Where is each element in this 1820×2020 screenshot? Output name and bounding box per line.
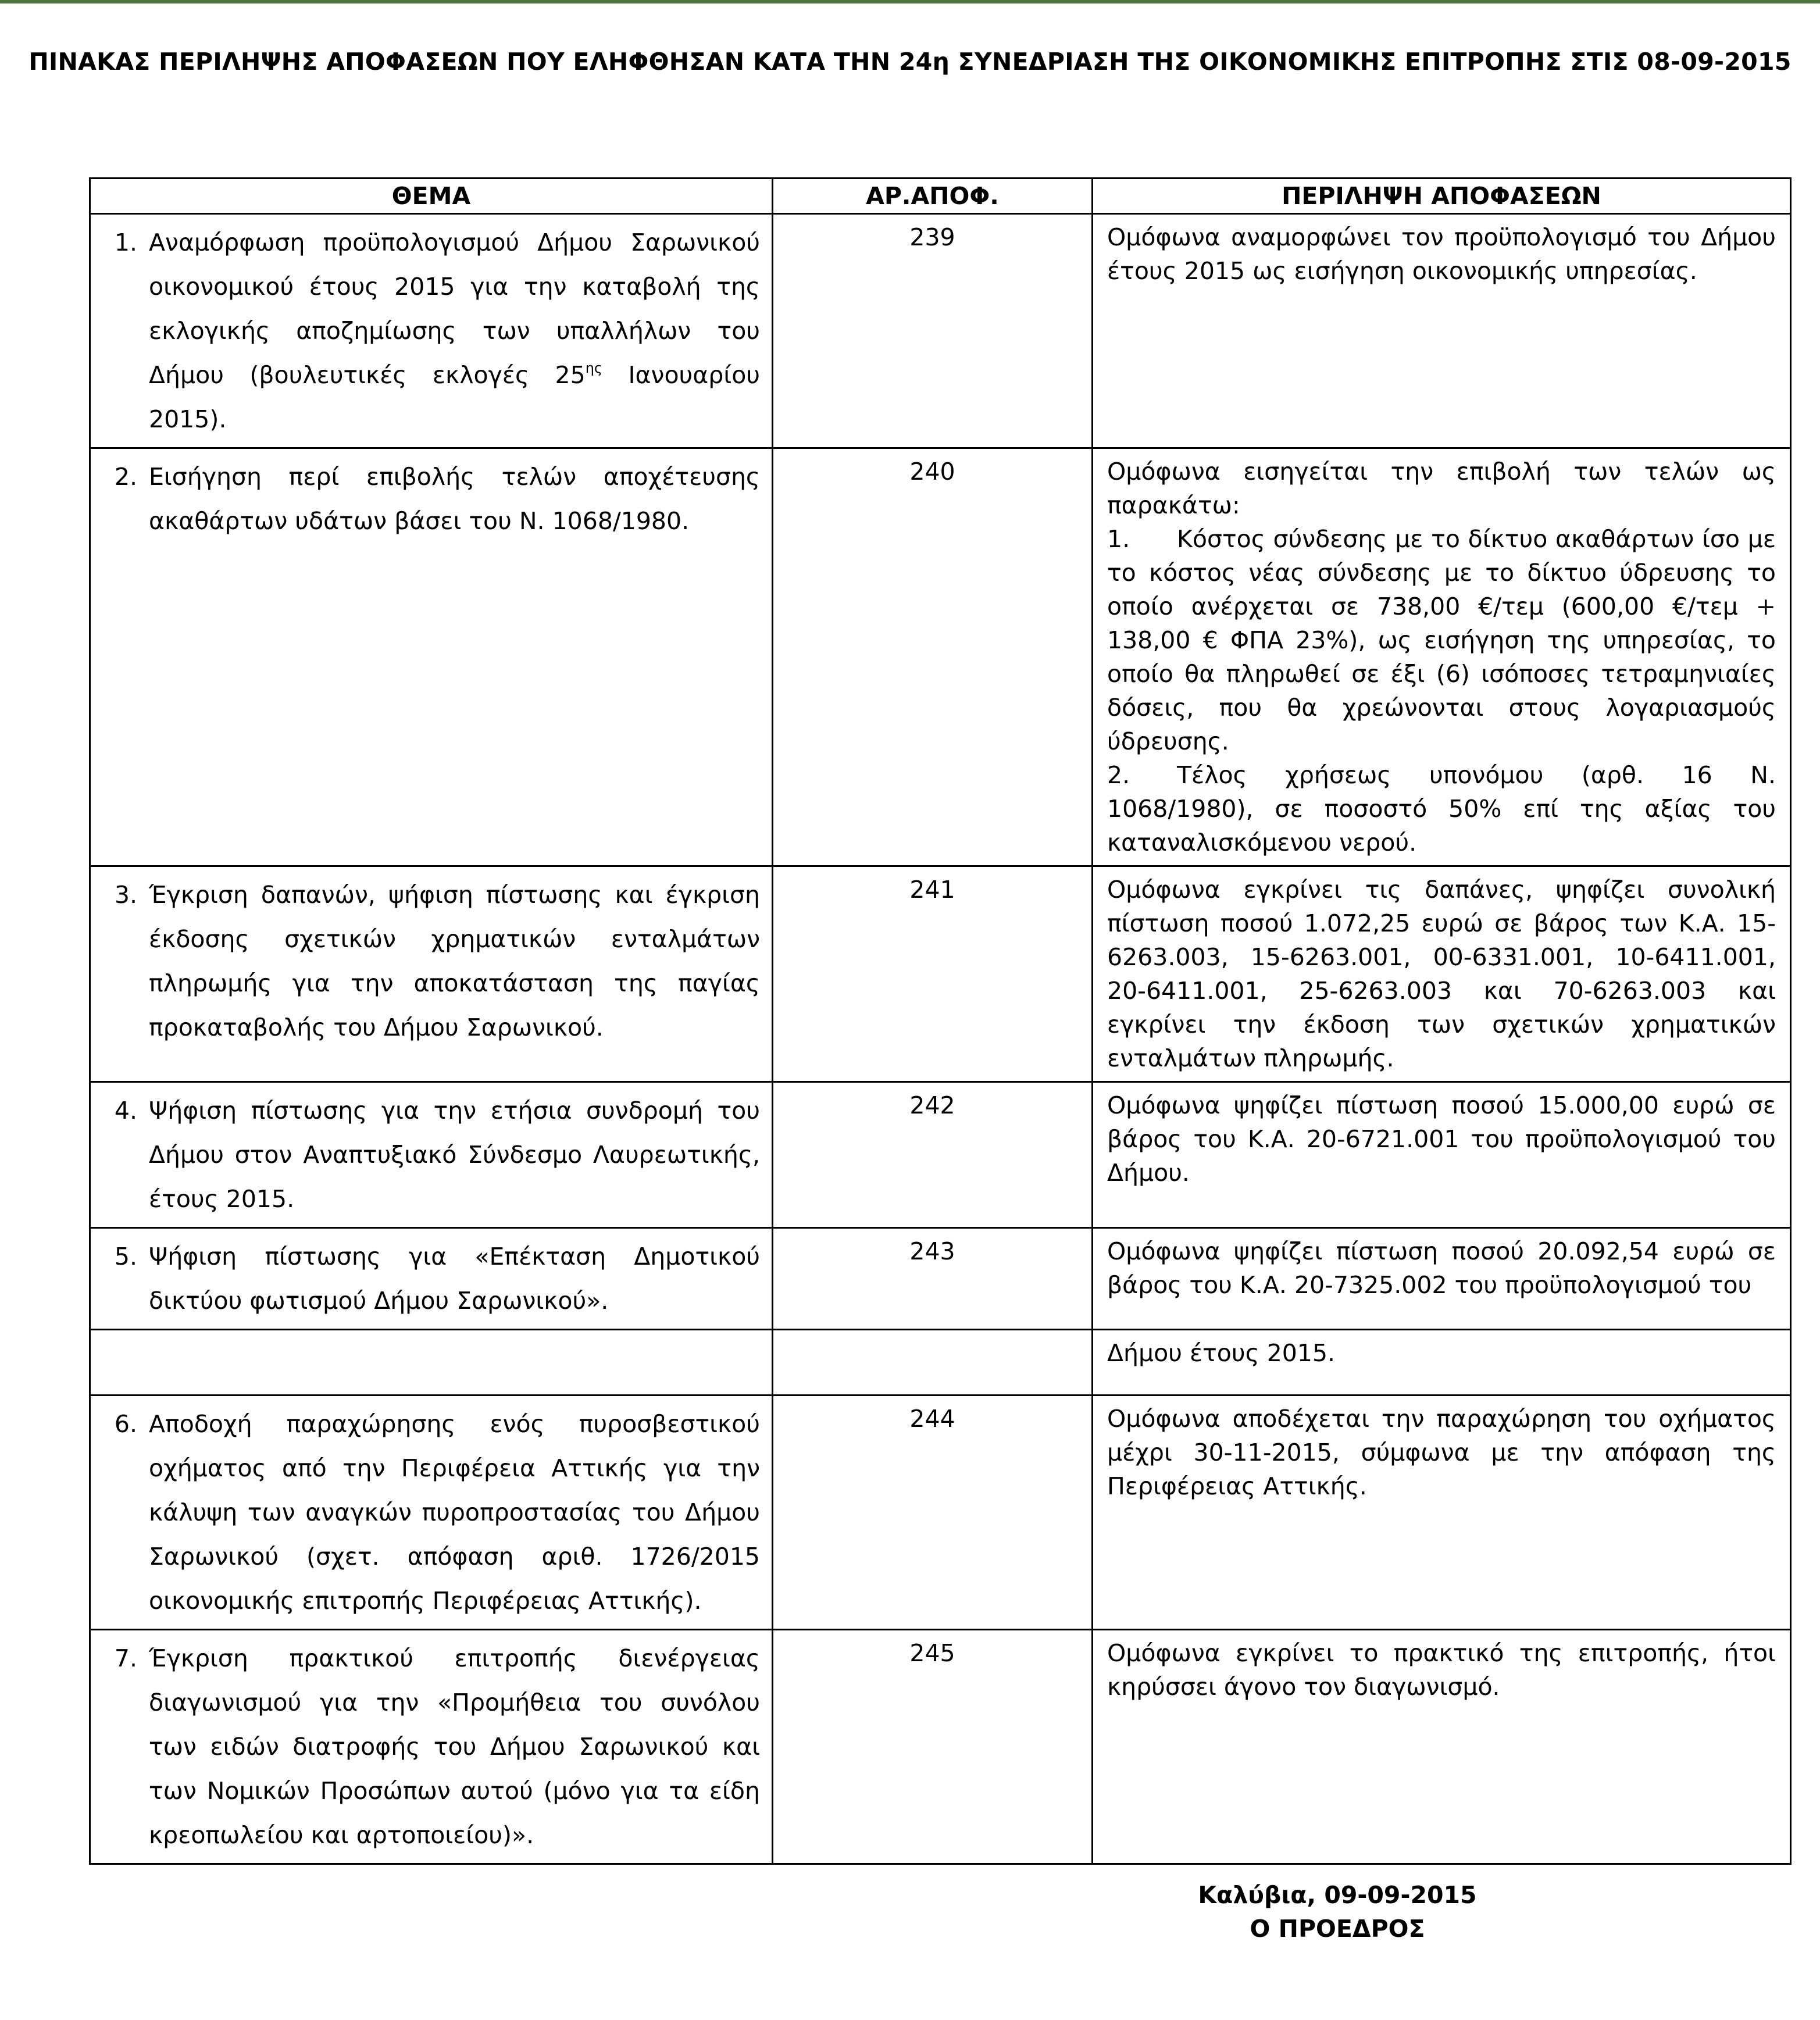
topic-text [114, 1402, 760, 1623]
topic-number: 7. [114, 1644, 137, 1672]
topic-number: 6. [114, 1410, 137, 1438]
decision-summary: Ομόφωνα εγκρίνει το πρακτικό της επιτροπής, ήτοι κηρύσσει άγονο τον διαγωνισμό. [1093, 1630, 1791, 1864]
summary-item-text: Τέλος χρήσεως υπονόμου (αρθ. 16 Ν. 1068/1980), σε ποσοστό 50% επί της αξίας του καταναλισκόμενου νερού. [1107, 761, 1776, 856]
decision-number: 242 [773, 1082, 1093, 1228]
topic-cell [90, 214, 773, 448]
decision-number: 245 [773, 1630, 1093, 1864]
decision-summary: Ομόφωνα ψηφίζει πίστωση ποσού 20.092,54 ευρώ σε βάρος του Κ.Α. 20-7325.002 του προϋπολογισμού του [1093, 1228, 1791, 1330]
table-row [90, 214, 1791, 448]
topic-text-main: Αναμόρφωση προϋπολογισμού Δήμου Σαρωνικού οικονομικού έτους 2015 για την καταβολή της εκλογικής αποζημίωσης των υπαλλήλων του Δήμου (βουλευτικές εκλογές 25 [149, 229, 760, 389]
signatory-title: Ο ΠΡΟΕΔΡΟΣ [1250, 1915, 1425, 1943]
topic-text-main: Εισήγηση περί επιβολής τελών αποχέτευσης ακαθάρτων υδάτων βάσει του Ν. 1068/1980. [149, 463, 760, 535]
topic-text-main: Έγκριση πρακτικού επιτροπής διενέργειας διαγωνισμού για την «Προμήθεια του συνόλου των ειδών διατροφής του Δήμου Σαρωνικού και των Νομικών Προσώπων αυτού (μόνο για τα είδη κρεοπωλείου και αρτοποιείου)». [149, 1644, 760, 1849]
table-row [90, 1082, 1791, 1228]
decision-number: 239 [773, 214, 1093, 448]
decision-summary: Ομόφωνα ψηφίζει πίστωση ποσού 15.000,00 ευρώ σε βάρος του Κ.Α. 20-6721.001 του προϋπολογισμού του Δήμου. [1093, 1082, 1791, 1228]
table-row-continuation [90, 1330, 1791, 1396]
topic-cell [90, 1082, 773, 1228]
header-decision-no: ΑΡ.ΑΠΟΦ. [773, 179, 1093, 214]
table-row [90, 1228, 1791, 1330]
decision-number: 240 [773, 448, 1093, 866]
decision-number: 244 [773, 1396, 1093, 1630]
topic-number: 5. [114, 1243, 137, 1270]
topic-text-main: Ψήφιση πίστωσης για την ετήσια συνδρομή του Δήμου στον Αναπτυξιακό Σύνδεσμο Λαυρεωτικής, έτους 2015. [149, 1097, 760, 1213]
table-row [90, 1396, 1791, 1630]
header-topic: ΘΕΜΑ [90, 179, 773, 214]
topic-cell [90, 1630, 773, 1864]
topic-cell [90, 448, 773, 866]
topic-text-main: Ψήφιση πίστωσης για «Επέκταση Δημοτικού δικτύου φωτισμού Δήμου Σαρωνικού». [149, 1243, 760, 1315]
signature-block [1134, 1878, 1541, 1946]
decision-summary: Ομόφωνα εγκρίνει τις δαπάνες, ψηφίζει συνολική πίστωση ποσού 1.072,25 ευρώ σε βάρος των Κ.Α. 15-6263.003, 15-6263.001, 00-6331.001, 10-6411.001, 20-6411.001, 25-6263.003 και 70-6263.003 και εγκρίνει την έκδοση των σχετικών χρηματικών ενταλμάτων πληρωμής. [1093, 866, 1791, 1082]
topic-cell [90, 1228, 773, 1330]
topic-text [114, 1234, 760, 1323]
decision-number: 243 [773, 1228, 1093, 1330]
topic-text [114, 1088, 760, 1221]
decision-summary: Ομόφωνα αποδέχεται την παραχώρηση του οχήματος μέχρι 30-11-2015, σύμφωνα με την απόφαση της Περιφέρειας Αττικής. [1093, 1396, 1791, 1630]
topic-number: 1. [114, 229, 137, 256]
topic-text [114, 220, 760, 441]
table-row [90, 1630, 1791, 1864]
topic-cell [90, 1396, 773, 1630]
summary-intro: Ομόφωνα εισηγείται την επιβολή των τελών ως παρακάτω: [1107, 458, 1776, 519]
summary-item-index: 1. [1107, 525, 1130, 553]
blank-cell [90, 1330, 773, 1396]
topic-number: 2. [114, 463, 137, 491]
topic-text-tail: Ιανουαρίου 2015). [149, 361, 760, 433]
document-title: ΠΙΝΑΚΑΣ ΠΕΡΙΛΗΨΗΣ ΑΠΟΦΑΣΕΩΝ ΠΟΥ ΕΛΗΦΘΗΣΑΝ ΚΑΤΑ ΤΗΝ 24η ΣΥΝΕΔΡΙΑΣΗ ΤΗΣ ΟΙΚΟΝΟΜΙΚΗΣ ΕΠΙΤΡΟΠΗΣ ΣΤΙΣ 08-09-2015 [28, 48, 1792, 76]
summary-item-text: Κόστος σύνδεσης με το δίκτυο ακαθάρτων ίσο με το κόστος νέας σύνδεσης με το δίκτυο ύδρευσης το οποίο ανέρχεται σε 738,00 €/τεμ (600,00 €/τεμ + 138,00 € ΦΠΑ 23%), ως εισήγηση της υπηρεσίας, το οποίο θα πληρωθεί σε έξι (6) ισόποσες τετραμηνιαίες δόσεις, που θα χρεώνονται στους λογαριασμούς ύδρευσης. [1107, 525, 1776, 755]
decision-summary: Ομόφωνα αναμορφώνει τον προϋπολογισμό του Δήμου έτους 2015 ως εισήγηση οικονομικής υπηρεσίας. [1093, 214, 1791, 448]
topic-text [114, 455, 760, 543]
summary-list-item [1107, 758, 1776, 859]
decisions-table [89, 177, 1792, 1865]
table-header-row [90, 179, 1791, 214]
ordinal-suffix: ης [585, 360, 602, 376]
topic-number: 3. [114, 881, 137, 909]
topic-text-main: Έγκριση δαπανών, ψήφιση πίστωσης και έγκριση έκδοσης σχετικών χρηματικών ενταλμάτων πληρωμής για την αποκατάσταση της παγίας προκαταβολής του Δήμου Σαρωνικού. [149, 881, 760, 1041]
top-border-rule [0, 0, 1820, 3]
table-row [90, 448, 1791, 866]
summary-list-item [1107, 522, 1776, 758]
decision-number: 241 [773, 866, 1093, 1082]
topic-text [114, 1636, 760, 1857]
topic-cell [90, 866, 773, 1082]
topic-number: 4. [114, 1097, 137, 1125]
decision-summary [1093, 448, 1791, 866]
topic-text [114, 873, 760, 1050]
summary-item-index: 2. [1107, 761, 1130, 789]
decision-summary-continued: Δήμου έτους 2015. [1093, 1330, 1791, 1396]
table-row [90, 866, 1791, 1082]
topic-text-main: Αποδοχή παραχώρησης ενός πυροσβεστικού οχήματος από την Περιφέρεια Αττικής για την κάλυψη των αναγκών πυροπροστασίας του Δήμου Σαρωνικού (σχετ. απόφαση αριθ. 1726/2015 οικονομικής επιτροπής Περιφέρειας Αττικής). [149, 1410, 760, 1615]
place-date: Καλύβια, 09-09-2015 [1198, 1881, 1477, 1909]
header-summary: ΠΕΡΙΛΗΨΗ ΑΠΟΦΑΣΕΩΝ [1093, 179, 1791, 214]
blank-cell [773, 1330, 1093, 1396]
